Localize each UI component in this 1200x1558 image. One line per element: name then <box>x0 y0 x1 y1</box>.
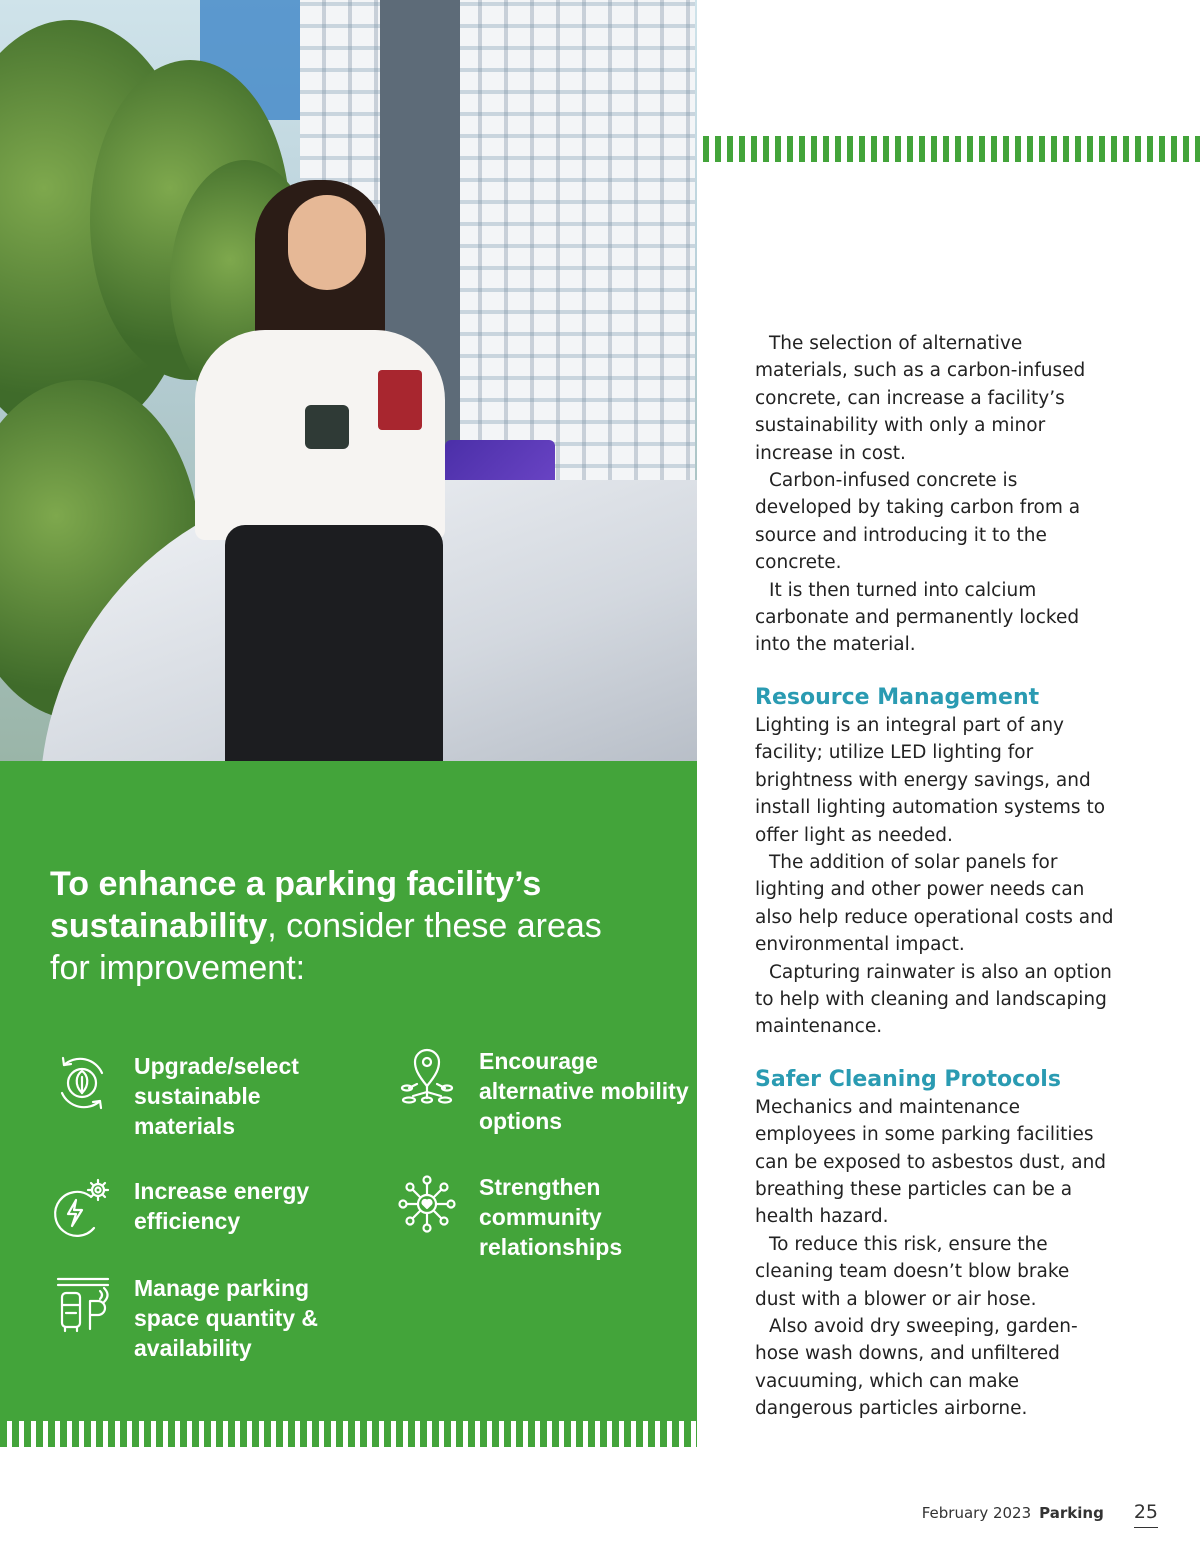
paragraph: Mechanics and maintenance employees in some parking facilities can be exposed to asbestos dust, and breathing these particles can be a health hazard. <box>755 1096 1107 1228</box>
issue-date: February 2023 <box>921 1504 1032 1522</box>
list-item <box>395 1172 669 1262</box>
paragraph: It is then turned into calcium carbonate and permanently locked into the material. <box>755 579 1080 656</box>
lightning-gear-icon <box>50 1176 114 1240</box>
sustainability-panel <box>0 761 697 1421</box>
paragraph: Lighting is an integral part of any facility; utilize LED lighting for brightness with energy savings, and install lighting automation systems to offer light as needed. <box>755 714 1106 846</box>
magazine-name: Parking <box>1039 1504 1104 1522</box>
item-label: Manage parking space quantity & availability <box>134 1275 319 1361</box>
item-label: Strengthen community relationships <box>479 1174 623 1260</box>
page-footer <box>922 1501 1158 1528</box>
item-label: Increase energy efficiency <box>134 1178 310 1234</box>
leaf-cycle-icon <box>50 1051 114 1115</box>
paragraph: The addition of solar panels for lighting and other power needs can also help reduce operational costs and environmental impact. <box>755 851 1114 956</box>
paragraph: Capturing rainwater is also an option to help with cleaning and landscaping maintenance. <box>755 961 1112 1038</box>
section-heading-cleaning: Safer Cleaning Protocols <box>755 1066 1061 1092</box>
person-face <box>288 195 366 290</box>
article-column <box>755 330 1115 1423</box>
paragraph: To reduce this risk, ensure the cleaning team doesn’t blow brake dust with a blower or air hose. <box>755 1233 1070 1310</box>
paragraph: Carbon-infused concrete is developed by taking carbon from a source and introducing it to the concrete. <box>755 470 1081 574</box>
section-heading-resource: Resource Management <box>755 684 1040 710</box>
list-item <box>50 1051 344 1141</box>
panel-heading-bold: To enhance a parking facility’s sustainability <box>50 865 542 945</box>
hero-photo <box>0 0 697 761</box>
list-item <box>50 1176 344 1240</box>
paragraph: The selection of alternative materials, such as a carbon-infused concrete, can increase a facility’s sustainability with only a minor increase in cost. <box>755 333 1086 464</box>
list-item <box>395 1046 689 1136</box>
item-label: Upgrade/select sustainable materials <box>134 1053 299 1139</box>
page-number: 25 <box>1134 1501 1158 1528</box>
decorative-stripes <box>703 136 1200 162</box>
community-heart-icon <box>395 1172 459 1236</box>
panel-heading <box>50 863 650 989</box>
paragraph: Also avoid dry sweeping, garden-hose wash downs, and unfiltered vacuuming, which can make dangerous particles airborne. <box>755 1316 1078 1420</box>
person-skirt <box>225 525 443 761</box>
location-network-icon <box>395 1046 459 1110</box>
parking-car-icon <box>50 1273 114 1337</box>
item-label: Encourage alternative mobility options <box>479 1048 689 1134</box>
panel-heading-regular: , consider these areas for improvement: <box>50 907 602 987</box>
smartphone <box>305 405 349 449</box>
coffee-cup <box>378 370 422 430</box>
list-item <box>50 1273 334 1363</box>
decorative-stripes <box>0 1421 697 1447</box>
